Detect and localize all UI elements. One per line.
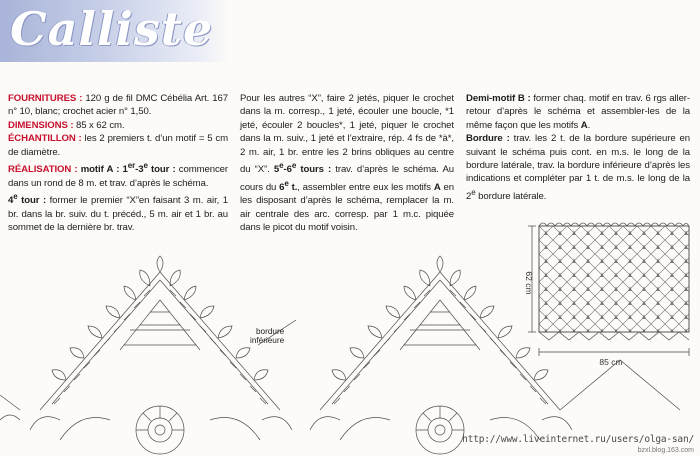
motif-a-text: commencer dans un rond de 8 m. et trav. d’après le schéma. <box>8 164 228 189</box>
t56-sup2: e <box>291 161 297 171</box>
schematic-mesh <box>539 226 689 332</box>
demi-motif-text: former chaq. motif en trav. 6 rgs aller-retour d’après le schéma et assembler-les de la même façon que les motifs <box>466 93 690 131</box>
picot-fans-left <box>52 256 268 380</box>
fournitures-text: 120 g de fil DMC Cébélia Art. 167 n° 10, blanc; crochet acier n° 1,50. <box>8 93 228 118</box>
schematic-bottom-edge <box>539 332 689 340</box>
tour4-text: former le premier “X”en faisant 3 m. air, 1 br. dans la br. suiv. du t. précéd., 5 m. air et 1 br. au sommet de la dernière br. trav. <box>8 195 228 234</box>
dimensions-label: DIMENSIONS : <box>8 119 74 131</box>
picot-fans-right <box>332 256 548 380</box>
demi-motif-a-ref: A <box>580 119 588 131</box>
lace-edge-right <box>560 360 680 410</box>
t56-b: -6 <box>283 164 292 176</box>
schematic-diagram <box>524 223 689 367</box>
tours56-text: trav. d’après le schéma. Au cours du <box>240 164 454 193</box>
demi-motif-end: . <box>587 119 591 131</box>
realisation-label: RÉALISATION : <box>8 164 78 176</box>
motif-a-sup2: e <box>143 161 148 171</box>
t56-c: tours : <box>296 164 332 176</box>
motif-a-num: motif A : 1 <box>77 164 128 176</box>
echantillon-text: les 2 premiers t. d’un motif = 5 cm de diamètre. <box>8 133 228 158</box>
fournitures-label: FOURNITURES : <box>8 93 83 104</box>
bordure-text: trav. les 2 t. de la bordure supérieure en suivant le schéma puis cont. en m.s. le long de la bordure latérale, trav. la bordure inférieure d’après les indications et compléter par 1 t. de m.s. le long de la 2 <box>466 133 690 203</box>
tour4-num: 4 <box>8 195 14 207</box>
lace-edge-left <box>0 395 20 420</box>
tour4-sup: e <box>13 192 18 202</box>
motif-a-ref: A <box>433 181 441 193</box>
echantillon-label: ÉCHANTILLON : <box>8 133 82 145</box>
assemble-text: , assembler entre eux les motifs <box>297 181 434 193</box>
dimensions-text: 85 x 62 cm. <box>73 119 125 131</box>
lace-motif-left <box>30 256 292 454</box>
tour4-tour: tour : <box>17 195 47 207</box>
t56-sup1: e <box>279 161 284 171</box>
t56-a: 5 <box>273 164 280 176</box>
bordure-label: Bordure : <box>466 133 510 145</box>
motif-a-sup1: er <box>127 161 136 171</box>
bordure-label-line1: bordure <box>256 327 285 336</box>
motif-a-tour: tour : <box>147 164 176 176</box>
width-label: 85 cm <box>599 357 623 367</box>
assemble-rest-text: en les disposant d’après le schéma, remplacer la m. air centrale des arc. corresp. par 1 m.c. piquée dans le picot du motif voisin. <box>240 181 454 234</box>
height-label: 62 cm <box>524 271 534 295</box>
watermark-url: http://www.liveinternet.ru/users/olga-san/ <box>462 434 694 445</box>
x-instructions-text: Pour les autres “X”, faire 2 jetés, piquer le crochet dans la m. corresp., 1 jeté, écouler une boucle, *1 jeté, écouler 2 boucles*, 1 jeté, piquer le crochet dans la m. suiv., 1 jeté et l’extraire, rép. 4 fs de *à*, 2 m. air, 1 br. entre les 2 brins obliques au centre du “X”. <box>240 93 454 176</box>
bordure-text-end: bordure latérale. <box>475 191 547 203</box>
page-title: Calliste <box>10 2 214 56</box>
bordure-sup: e <box>471 187 476 197</box>
demi-motif-label: Demi-motif B : <box>466 93 531 104</box>
t6-sup: e <box>284 178 289 188</box>
t6-num: 6 <box>279 181 285 193</box>
t6-t: t. <box>288 181 298 193</box>
bordure-label-line2: inférieure <box>250 336 285 345</box>
motif-a-mid: -3 <box>135 164 144 176</box>
watermark-logo: bzxl.blog.163.com <box>637 447 694 454</box>
